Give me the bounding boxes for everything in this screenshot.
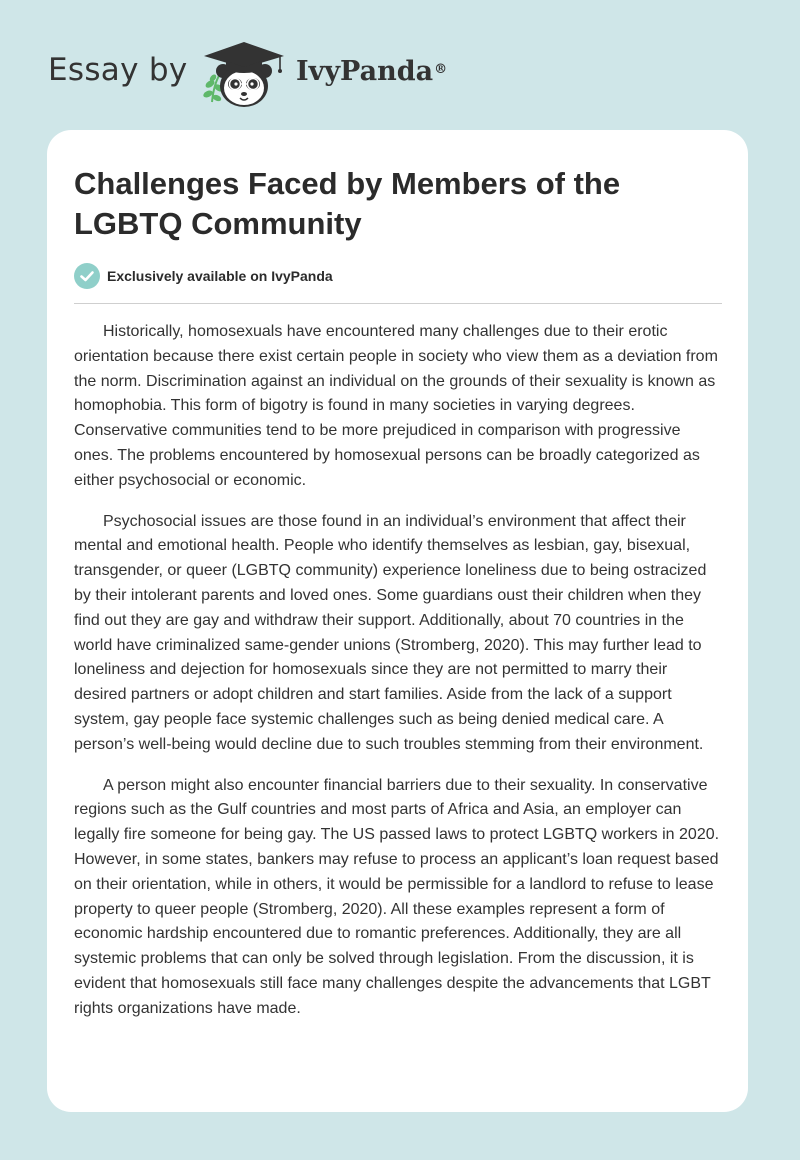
paragraph: Historically, homosexuals have encountered many challenges due to their erotic orientation because there exist certain people in society who view them as a deviation from the norm. Discrimination against an individual on the grounds of their sexuality is known as homophobia. This form of bigotry is found in many societies in varying degrees. Conservative communities tend to be more prejudiced in comparison with progressive ones. The problems encountered by homosexual persons can be broadly categorized as either psychosocial or economic. (74, 323, 718, 489)
badge-text: Exclusively available on IvyPanda (107, 268, 333, 284)
exclusive-badge (74, 263, 333, 289)
paragraph: Psychosocial issues are those found in an individual’s environment that affect their mental and emotional health. People who identify themselves as lesbian, gay, bisexual, transgender, or queer (LGBTQ community) experience loneliness due to being ostracized by their intolerant parents and loved ones. Some guardians oust their children when they find out they are gay and withdraw their support. Additionally, about 70 countries in the world have criminalized same-gender unions (Stromberg, 2020). This may further lead to loneliness and dejection for homosexuals since they are not permitted to marry their desired partners or adopt children and start families. Aside from the lack of a support system, gay people face systemic challenges such as being denied medical care. A person’s well-being would decline due to such troubles stemming from their environment. (74, 512, 707, 753)
essay-by-label: Essay by (48, 52, 188, 88)
check-circle-icon (74, 263, 100, 289)
paragraph: A person might also encounter financial barriers due to their sexuality. In conservative regions such as the Gulf countries and most parts of Africa and Asia, an employer can legally fire someone for being gay. The US passed laws to protect LGBTQ workers in 2020. However, in some states, bankers may refuse to process an applicant’s loan request based on their orientation, while in others, it would be permissible for a landlord to refuse to lease property to queer people (Stromberg, 2020). All these examples represent a form of economic hardship encountered due to romantic preferences. Additionally, they are all systemic problems that can only be solved through legislation. From the discussion, it is evident that homosexuals still face many challenges despite the advancements that LGBT rights organizations have made. (74, 776, 720, 1017)
page-title: Challenges Faced by Members of the LGBTQ Community (74, 166, 621, 241)
panda-graduate-icon (198, 36, 290, 110)
essay-card (47, 130, 748, 1112)
divider (74, 303, 722, 304)
essay-body (74, 320, 724, 1038)
site-header (0, 0, 800, 125)
brand-name: IvyPanda® (296, 56, 448, 87)
